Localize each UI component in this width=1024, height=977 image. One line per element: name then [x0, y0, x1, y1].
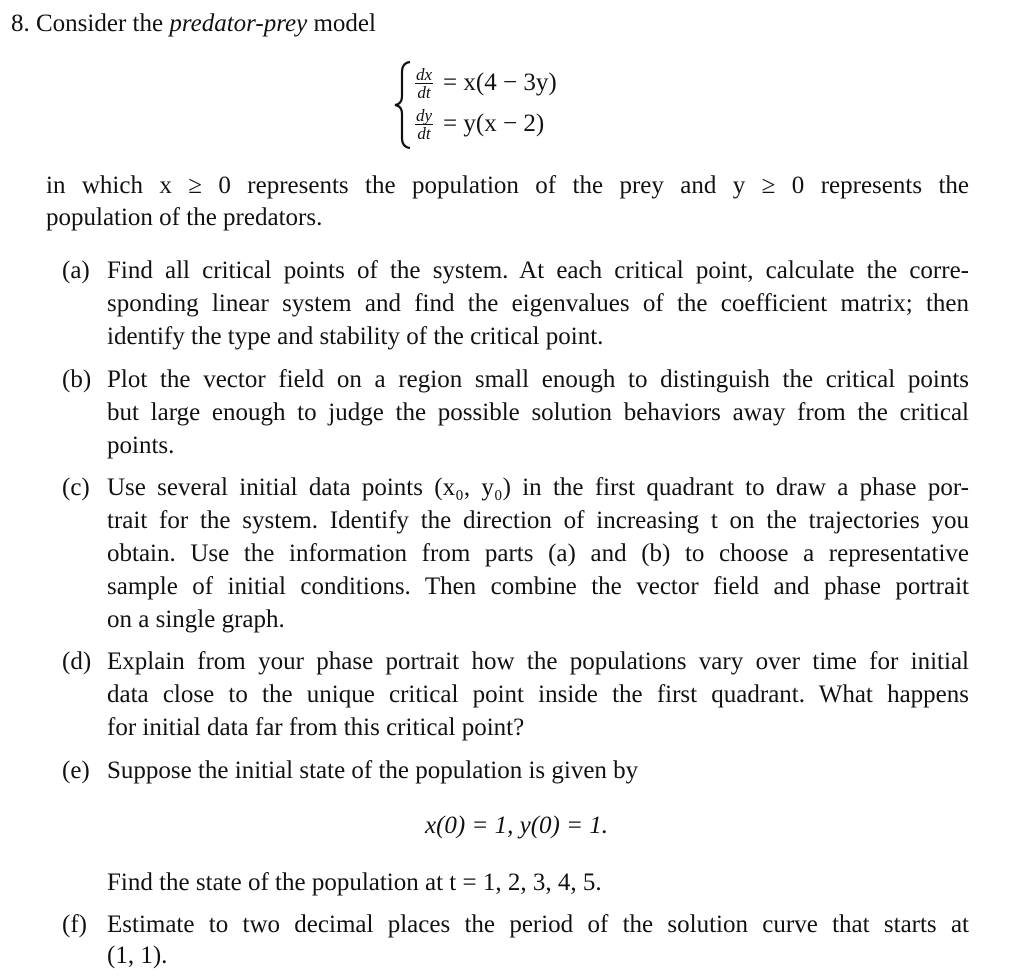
- part-d-line-1: Explain from your phase portrait how the populations vary over time for initial: [107, 648, 969, 675]
- part-a-label: (a): [62, 257, 90, 284]
- part-e-followup: Find the state of the population at t = 1, 2, 3, 4, 5.: [107, 869, 602, 896]
- equation-rhs-2: = y(x − 2): [443, 110, 545, 137]
- intro-prefix: Consider the: [36, 10, 170, 37]
- problem-heading: [11, 10, 376, 38]
- intro-emphasis: predator-prey: [169, 10, 308, 37]
- part-b-line-1: Plot the vector field on a region small enough to distinguish the critical points: [107, 366, 969, 393]
- initial-condition-equation: x(0) = 1, y(0) = 1.: [425, 812, 608, 839]
- part-c-line-5: on a single graph.: [107, 606, 285, 633]
- part-a-line-2: sponding linear system and find the eigenvalues of the coefficient matrix; then: [107, 290, 969, 317]
- fraction-denominator: dt: [417, 82, 431, 102]
- fraction-denominator: dt: [417, 123, 431, 143]
- part-c-line-4: sample of initial conditions. Then combine the vector field and phase portrait: [107, 573, 969, 600]
- fraction-numerator: dx: [416, 64, 433, 84]
- part-f-line-2: (1, 1).: [107, 942, 168, 969]
- part-d-line-2: data close to the unique critical point inside the first quadrant. What happens: [107, 681, 969, 708]
- part-b-line-3: points.: [107, 432, 175, 459]
- equation-rhs-1: = x(4 − 3y): [443, 69, 557, 96]
- description-line-2: population of the predators.: [46, 204, 323, 231]
- part-f-line-1: Estimate to two decimal places the period of the solution curve that starts at: [107, 911, 969, 938]
- equation-row-2: [415, 105, 544, 143]
- derivative-fraction-1: [415, 66, 433, 101]
- part-c-line-1: Use several initial data points (x₀, y₀) in the first quadrant to draw a phase por-: [107, 474, 969, 501]
- description-line-1: in which x ≥ 0 represents the population of the prey and y ≥ 0 represents the: [46, 172, 969, 199]
- part-c-label: (c): [62, 474, 90, 501]
- ode-system: [393, 60, 633, 160]
- part-d-label: (d): [62, 648, 92, 675]
- fraction-numerator: dy: [416, 105, 433, 125]
- intro-suffix: model: [307, 10, 376, 37]
- part-c-line-2: trait for the system. Identify the direction of increasing t on the trajectories you: [107, 507, 969, 534]
- part-f-label: (f): [62, 911, 87, 938]
- problem-number: 8.: [11, 10, 30, 37]
- part-a-line-3: identify the type and stability of the critical point.: [107, 323, 604, 350]
- part-e-line-1: Suppose the initial state of the population is given by: [107, 757, 639, 784]
- equation-row-1: [415, 64, 557, 102]
- part-d-line-3: for initial data far from this critical point?: [107, 714, 525, 741]
- part-b-line-2: but large enough to judge the possible solution behaviors away from the critical: [107, 399, 969, 426]
- part-b-label: (b): [62, 366, 92, 393]
- left-brace-icon: [393, 60, 413, 150]
- part-e-label: (e): [62, 757, 90, 784]
- part-c-line-3: obtain. Use the information from parts (a) and (b) to choose a representative: [107, 540, 969, 567]
- derivative-fraction-2: [415, 107, 433, 142]
- part-a-line-1: Find all critical points of the system. At each critical point, calculate the corre-: [107, 257, 969, 284]
